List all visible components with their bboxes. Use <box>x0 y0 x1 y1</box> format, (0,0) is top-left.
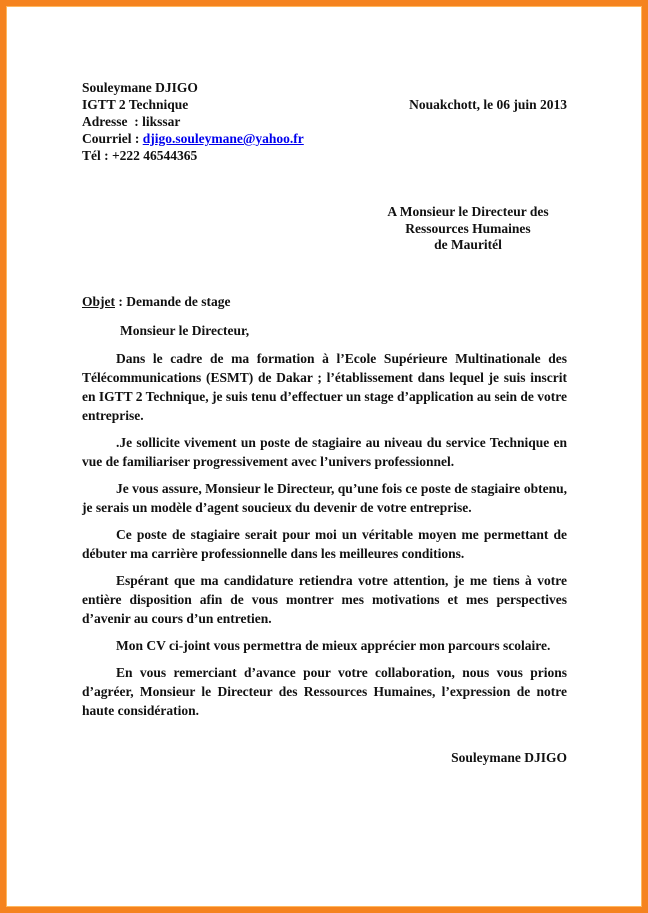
recipient-line-1: A Monsieur le Directeur des <box>387 204 549 219</box>
subject-line <box>82 292 567 311</box>
salutation: Monsieur le Directeur, <box>120 322 250 338</box>
recipient-block <box>377 204 559 254</box>
paragraph-assurance: Je vous assure, Monsieur le Directeur, qu’une fois ce poste de stagiaire obtenu, je serais un modèle d’agent soucieux du devenir de votre entreprise. <box>82 480 567 515</box>
sender-email-label: Courriel : <box>82 131 143 146</box>
paragraph-carriere: Ce poste de stagiaire serait pour moi un véritable moyen me permettant de débuter ma carrière professionnelle dans les meilleures conditions. <box>82 526 567 561</box>
letter-content <box>6 6 642 767</box>
paragraph-sollicitation: .Je sollicite vivement un poste de stagiaire au niveau du service Technique en vue de familiariser progressivement avec l’univers professionnel. <box>82 434 567 469</box>
subject-label: Objet <box>82 293 115 309</box>
sender-block <box>82 79 567 164</box>
date-line: Nouakchott, le 06 juin 2013 <box>409 97 567 112</box>
paragraph-candidature: Espérant que ma candidature retiendra votre attention, je me tiens à votre entière disposition afin de vous montrer mes motivations et mes perspectives d’avenir au cours d’un entretien. <box>82 572 567 626</box>
recipient-line-2: Ressources Humaines <box>405 220 531 236</box>
sender-address: Adresse : likssar <box>82 114 181 129</box>
letter-header <box>82 79 567 164</box>
paragraph-remerciement: En vous remerciant d’avance pour votre collaboration, nous vous prions d’agréer, Monsieur le Directeur des Ressources Humaines, l’expression de notre haute considération. <box>82 664 567 718</box>
sender-program: IGTT 2 Technique <box>82 97 189 112</box>
sender-email-line <box>82 130 567 147</box>
sender-name: Souleymane DJIGO <box>82 80 198 95</box>
subject-value: : Demande de stage <box>115 293 231 309</box>
signature-name: Souleymane DJIGO <box>451 749 567 765</box>
email-link[interactable]: djigo.souleymane@yahoo.fr <box>142 131 304 146</box>
paragraph-formation: Dans le cadre de ma formation à l’Ecole Supérieure Multinationale des Télécommunications (ESMT) de Dakar ; l’établissement dans lequel je suis inscrit en IGTT 2 Technique, je suis tenu d’effectuer un stage d’application au sein de votre entreprise. <box>82 350 567 423</box>
recipient-line-3: de Mauritél <box>434 237 502 252</box>
sender-phone: Tél : +222 46544365 <box>82 148 198 163</box>
paragraph-cv: Mon CV ci-joint vous permettra de mieux apprécier mon parcours scolaire. <box>116 637 551 653</box>
